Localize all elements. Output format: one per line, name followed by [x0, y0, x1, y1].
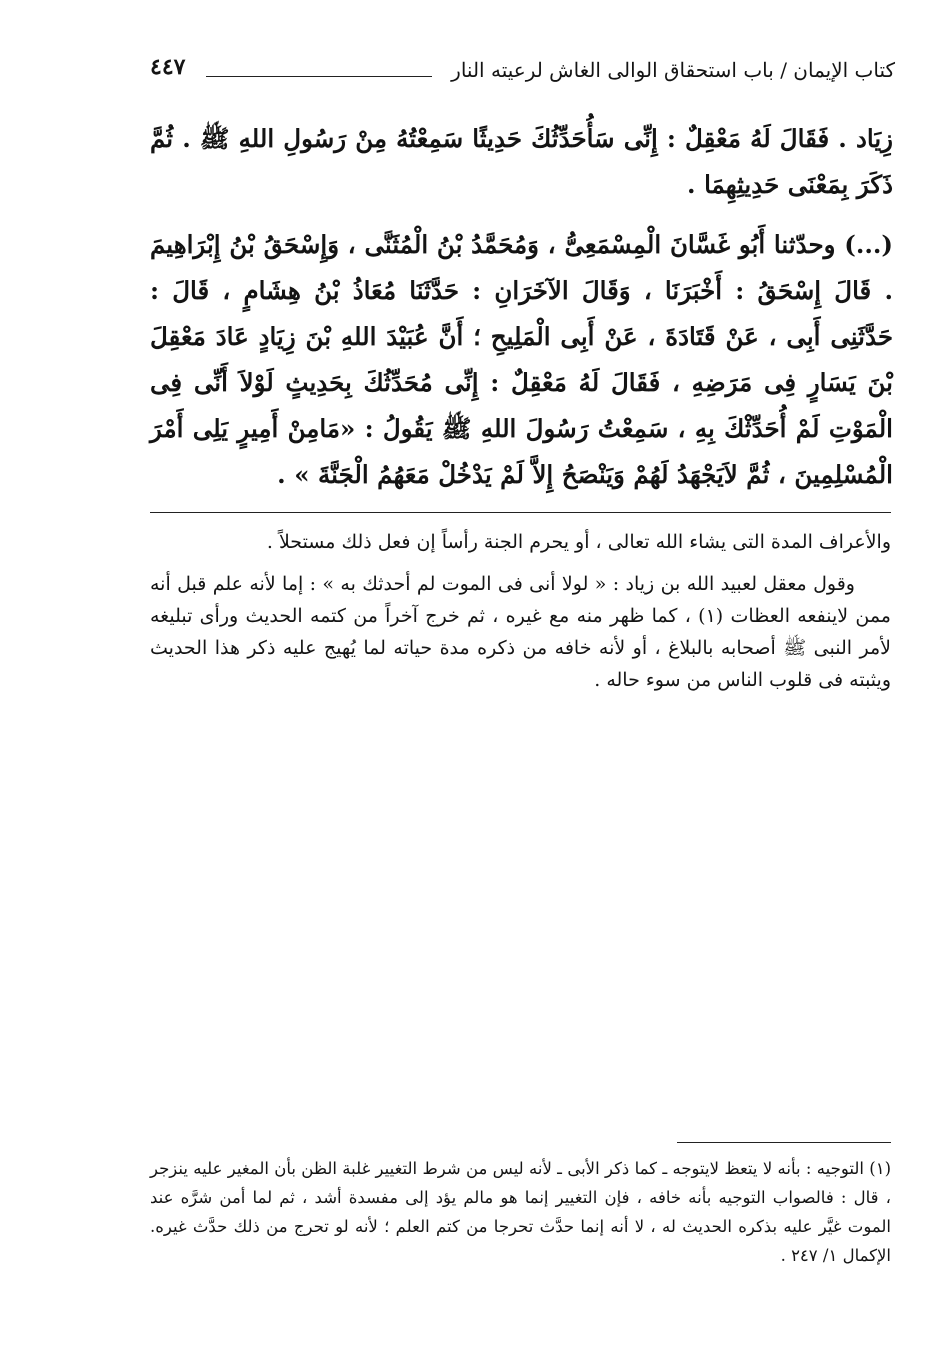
chapter-title: كتاب الإيمان / باب استحقاق الوالى الغاش لرعيته النار — [451, 58, 895, 82]
hadith-paragraph-1: زِيَاد . فَقَالَ لَهُ مَعْقِلٌ : إِنِّى سَأُحَدِّثُكَ حَدِيثًا سَمِعْتُهُ مِنْ رَسُولِ اللهِ ﷺ . ثُمَّ ذَكَرَ بِمَعْنَى حَدِيثِهِمَا . — [150, 124, 893, 199]
header-rule — [206, 76, 432, 77]
footnote-divider — [677, 1142, 891, 1143]
page-number: ٤٤٧ — [150, 54, 186, 80]
commentary-divider — [150, 512, 891, 513]
commentary-paragraph-1: والأعراف المدة التى يشاء الله تعالى ، أو يحرم الجنة رأساً إن فعل ذلك مستحلاً . — [266, 531, 891, 553]
footnote-text: (١) التوجيه : بأنه لا يتعظ لايتوجه ـ كما ذكر الأبى ـ لأنه ليس من شرط التغيير غلبة الظن بأن المغير عليه ينزجر ، قال : فالصواب التوجيه بأنه خافه ، فإن التغيير إنما هو مالم يؤد إلى مفسدة أشد ، ثم لما أمن شرَّه عند الموت غيَّر عليه بذكره الحديث له ، لا أنه إنما حدَّث تحرجا من كتم العلم ؛ لأنه لو تحرج من ذلك حدَّث غيره. الإكمال ١/ ٢٤٧ . — [150, 1159, 891, 1265]
hadith-paragraph-2: (...) وحدّثنا أَبُو غَسَّانَ الْمِسْمَعِىُّ ، وَمُحَمَّدُ بْنُ الْمُثَنَّى ، وَإِسْحَقُ بْنُ إِبْرَاهِيمَ . قَالَ إِسْحَقُ : أَخْبَرَنَا ، وَقَالَ الآخَرَانِ : حَدَّثَنَا مُعَاذُ بْنُ هِشَامٍ ، قَالَ : حَدَّثَنِى أَبِى ، عَنْ قَتَادَةَ ، عَنْ أَبِى الْمَلِيحِ ؛ أَنَّ عُبَيْدَ اللهِ بْنَ زِيَادٍ عَادَ مَعْقِلَ بْنَ يَسَارٍ فِى مَرَضِهِ ، فَقَالَ لَهُ مَعْقِلٌ : إِنِّى مُحَدِّثُكَ بِحَدِيثٍ لَوْلاَ أَنِّى فِى الْمَوْتِ لَمْ أُحَدِّثْكَ بِهِ ، سَمِعْتُ رَسُولَ اللهِ ﷺ يَقُولُ : «مَامِنْ أَمِيرٍ يَلِى أَمْرَ الْمُسْلِمِينَ ، ثُمَّ لاَيَجْهَدُ لَهُمْ وَيَنْصَحُ إِلاَّ لَمْ يَدْخُلْ مَعَهُمُ الْجَنَّةَ » . — [150, 230, 893, 489]
running-header — [150, 54, 895, 90]
commentary — [150, 526, 891, 696]
hadith-text — [150, 116, 893, 498]
commentary-paragraph-2: وقول معقل لعبيد الله بن زياد : « لولا أنى فى الموت لم أحدثك به » : إما لأنه علم قبل أنه ممن لاينفعه العظات (١) ، كما ظهر منه مع غيره ، ثم خرج آخراً من كتمه الحديث ورأى تبليغه لأمر النبى ﷺ أصحابه بالبلاغ ، أو لأنه خافه من ذكره مدة حياته لما يُهيج عليه ذكر هذا الحديث ويثبته فى قلوب الناس من سوء حاله . — [150, 573, 891, 691]
footnote — [150, 1154, 891, 1270]
